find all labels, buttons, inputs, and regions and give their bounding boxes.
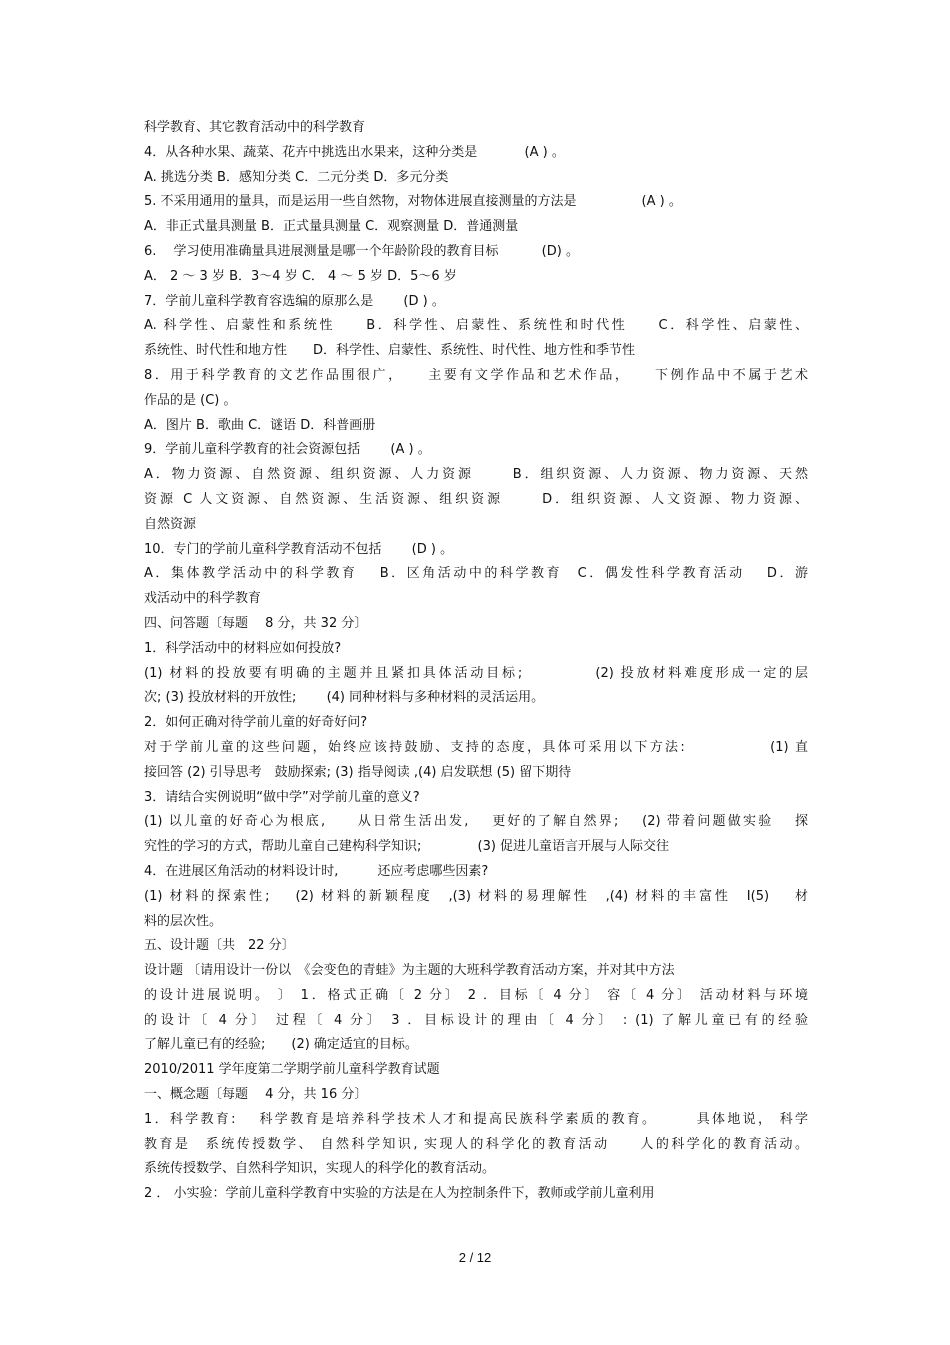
text-line: A. 挑选分类 B．感知分类 C．二元分类 D．多元分类 bbox=[144, 169, 449, 185]
text-line: A．物力资源、自然资源、组织资源、人力资源 B．组织资源、人力资源、物力资源、天然 bbox=[144, 467, 808, 483]
text-line: 4．在进展区角活动的材料设计时, 还应考虑哪些因素? bbox=[144, 863, 489, 879]
text-line: A． 2 ～ 3 岁 B．3～4 岁 C． 4 ～ 5 岁 D．5～6 岁 bbox=[144, 268, 457, 284]
text-line: (1) 以儿童的好奇心为根底, 从日常生活出发, 更好的了解自然界; (2) 带着问题做实验 探 bbox=[144, 814, 808, 830]
text-line: 教育是 系统传授数学、 自然科学知识, 实现人的科学化的教育活动 人的科学化的教育活动。 bbox=[144, 1136, 808, 1152]
text-line: 作品的是 (C) 。 bbox=[144, 392, 237, 408]
document-body bbox=[144, 116, 808, 1207]
text-line: 设计题 〔请用设计一份以 《会变色的青蛙》为主题的大班科学教育活动方案，并对其中方法 bbox=[144, 963, 675, 979]
text-line: 四、问答题〔每题 8 分，共 32 分〕 bbox=[144, 615, 368, 631]
text-line: 料的层次性。 bbox=[144, 913, 223, 929]
text-line: 的设计进展说明。 〕 1．格式正确〔 2 分〕 2 ．目标〔 4 分〕 容〔 4 分〕 活动材料与环境 bbox=[144, 987, 808, 1003]
text-line: 9．学前儿童科学教育的社会资源包括 (A ) 。 bbox=[144, 442, 431, 458]
text-line: 资源 C 人文资源、自然资源、生活资源、组织资源 D．组织资源、人文资源、物力资源、 bbox=[144, 491, 808, 507]
text-line: 戏活动中的科学教育 bbox=[144, 591, 262, 607]
page-number: 2 / 12 bbox=[458, 1250, 492, 1265]
text-line: 科学教育、其它教育活动中的科学教育 bbox=[144, 120, 366, 135]
text-line: 究性的学习的方式，帮助儿童自己建构科学知识; (3) 促进儿童语言开展与人际交往 bbox=[144, 839, 670, 855]
text-line: 5. 不采用通用的量具，而是运用一些自然物，对物体进展直接测量的方法是 (A ) 。 bbox=[144, 194, 682, 210]
text-line: A．图片 B．歌曲 C．谜语 D．科普画册 bbox=[144, 417, 376, 433]
text-line: 系统性、时代性和地方性 D．科学性、启蒙性、系统性、时代性、地方性和季节性 bbox=[144, 343, 636, 359]
text-line: 10．专门的学前儿童科学教育活动不包括 (D ) 。 bbox=[144, 541, 454, 557]
text-line: A．非正式量具测量 B．正式量具测量 C．观察测量 D．普通测量 bbox=[144, 219, 519, 235]
text-line: 8．用于科学教育的文艺作品围很广， 主要有文学作品和艺术作品， 下例作品中不属于艺术 bbox=[144, 367, 808, 383]
text-line: 五、设计题〔共 22 分〕 bbox=[144, 938, 295, 954]
text-line: 2．如何正确对待学前儿童的好奇好问? bbox=[144, 715, 368, 731]
text-line: 一、概念题〔每题 4 分，共 16 分〕 bbox=[144, 1087, 368, 1103]
text-line: 接回答 (2) 引导思考 鼓励探索; (3) 指导阅读 ,(4) 启发联想 (5) 留下期待 bbox=[144, 764, 572, 780]
text-line: 的设计〔 4 分〕 过程〔 4 分〕 3 ．目标设计的理由〔 4 分〕 : (1) 了解儿童已有的经验 bbox=[144, 1012, 808, 1028]
text-line: A. 科学性、启蒙性和系统性 B．科学性、启蒙性、系统性和时代性 C．科学性、启蒙性、 bbox=[144, 318, 808, 334]
text-line: 1．科学活动中的材料应如何投放? bbox=[144, 640, 342, 656]
text-line: A．集体教学活动中的科学教育 B．区角活动中的科学教育 C．偶发性科学教育活动 D．游 bbox=[144, 566, 808, 582]
text-line: 7．学前儿童科学教育容选编的原那么是 (D ) 。 bbox=[144, 293, 445, 309]
text-line: 了解儿童已有的经验; (2) 确定适宜的目标。 bbox=[144, 1037, 418, 1053]
text-line: 6. 学习使用准确量具进展测量是哪一个年龄阶段的教育目标 (D) 。 bbox=[144, 243, 579, 259]
text-line: (1) 材料的探索性; (2) 材料的新颖程度 ,(3) 材料的易理解性 ,(4) 材料的丰富性 I(5) 材 bbox=[144, 888, 808, 904]
text-line: 3．请结合实例说明“做中学”对学前儿童的意义? bbox=[144, 789, 420, 805]
text-line: 2010/2011 学年度第二学期学前儿童科学教育试题 bbox=[144, 1062, 440, 1078]
text-line: 对于学前儿童的这些问题，始终应该持鼓励、支持的态度，具体可采用以下方法: (1) 直 bbox=[144, 739, 808, 755]
text-line: 2 ． 小实验：学前儿童科学教育中实验的方法是在人为控制条件下，教师或学前儿童利用 bbox=[144, 1186, 655, 1202]
text-line: 自然资源 bbox=[144, 516, 197, 532]
text-line: 次; (3) 投放材料的开放性; (4) 同种材料与多种材料的灵活运用。 bbox=[144, 690, 545, 706]
text-line: 系统传授数学、自然科学知识，实现人的科学化的教育活动。 bbox=[144, 1161, 496, 1177]
text-line: 4．从各种水果、蔬菜、花卉中挑选出水果来，这种分类是 (A ) 。 bbox=[144, 144, 565, 160]
text-line: (1) 材料的投放要有明确的主题并且紧扣具体活动目标; (2) 投放材料难度形成一定的层 bbox=[144, 665, 808, 681]
text-line: 1．科学教育: 科学教育是培养科学技术人才和提高民族科学素质的教育。 具体地说， 科学 bbox=[144, 1111, 808, 1127]
